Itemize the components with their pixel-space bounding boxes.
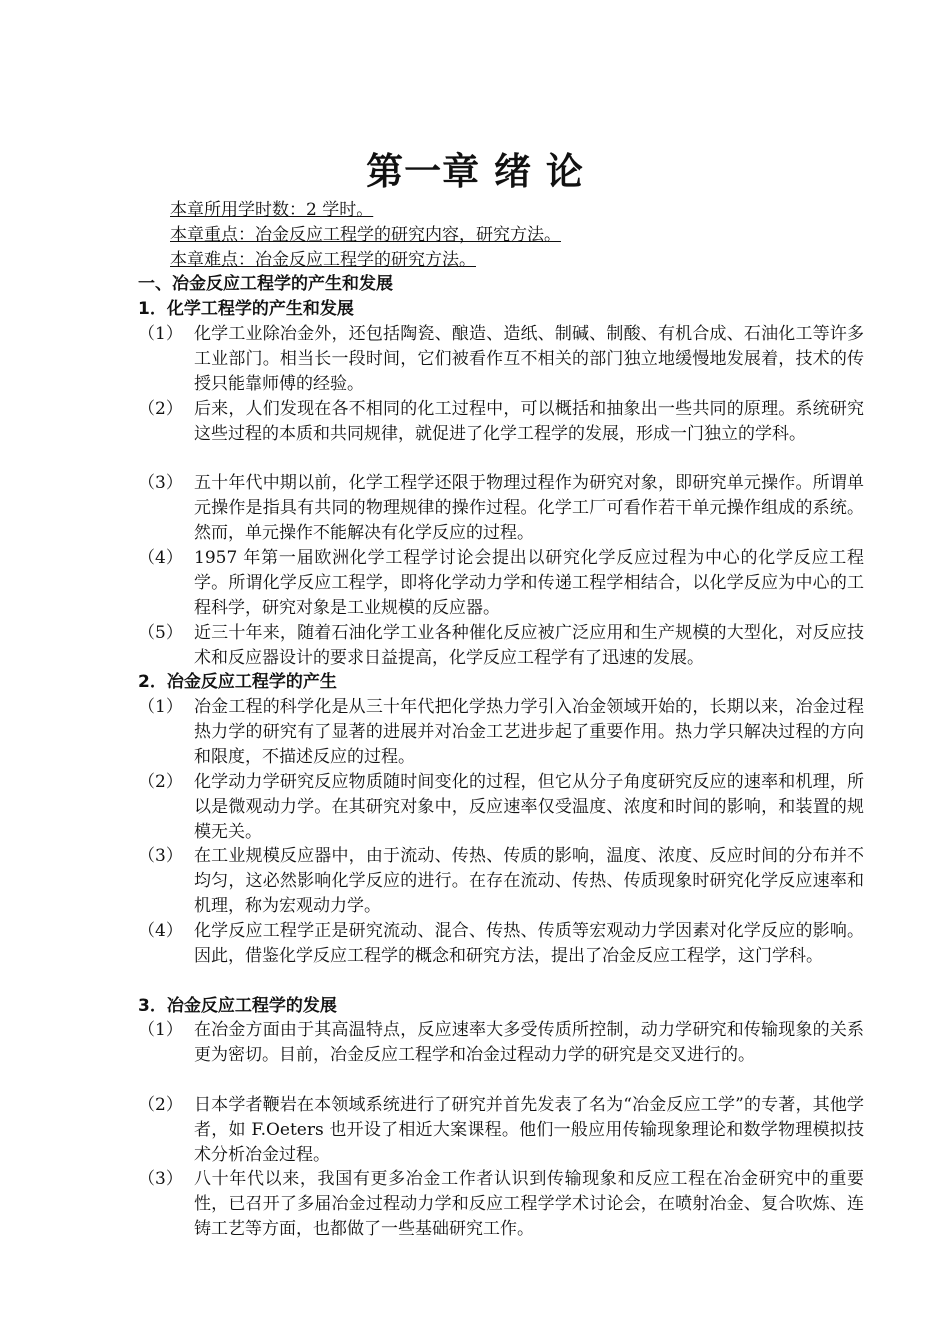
item-text: 后来，人们发现在各不相同的化工过程中，可以概括和抽象出一些共同的原理。系统研究这些过程的本质和共同规律，就促进了化学工程学的发展，形成一门独立的学科。 — [194, 399, 864, 444]
item-text: 在冶金方面由于其高温特点，反应速率大多受传质所控制，动力学研究和传输现象的关系更为密切。目前，冶金反应工程学和冶金过程动力学的研究是交叉进行的。 — [194, 1020, 864, 1065]
item-text: 日本学者鞭岩在本领域系统进行了研究并首先发表了名为“冶金反应工学”的专著，其他学者，如 F.Oeters 也开设了相近大案课程。他们一般应用传输现象理论和数学物理模拟技术分析冶金过程。 — [194, 1095, 864, 1165]
item-text: 八十年代以来，我国有更多冶金工作者认识到传输现象和反应工程在冶金研究中的重要性，已召开了多届冶金过程动力学和反应工程学学术讨论会，在喷射冶金、复合吹炼、连铸工艺等方面，也都做了一些基础研究工作。 — [194, 1169, 864, 1239]
item-number: （2） — [138, 772, 183, 792]
section-heading: 一、冶金反应工程学的产生和发展 — [138, 274, 393, 294]
item-number: （2） — [138, 399, 183, 419]
key-points: 本章重点：冶金反应工程学的研究内容，研究方法。 — [170, 225, 561, 245]
item-number: （3） — [138, 846, 183, 866]
difficulties: 本章难点：冶金反应工程学的研究方法。 — [170, 250, 476, 270]
item-text: 1957 年第一届欧洲化学工程学讨论会提出以研究化学反应过程为中心的化学反应工程学。所谓化学反应工程学，即将化学动力学和传递工程学相结合，以化学反应为中心的工程科学，研究对象是工业规模的反应器。 — [194, 548, 864, 618]
item-number: （1） — [138, 1020, 183, 1040]
item-number: （4） — [138, 548, 183, 568]
item-number: （4） — [138, 921, 183, 941]
item-number: （1） — [138, 324, 183, 344]
item-text: 五十年代中期以前，化学工程学还限于物理过程作为研究对象，即研究单元操作。所谓单元操作是指具有共同的物理规律的操作过程。化学工厂可看作若干单元操作组成的系统。然而，单元操作不能解决有化学反应的过程。 — [194, 473, 864, 543]
subsection-heading-3: 3．冶金反应工程学的发展 — [138, 996, 337, 1016]
item-text: 冶金工程的科学化是从三十年代把化学热力学引入冶金领域开始的，长期以来，冶金过程热力学的研究有了显著的进展并对冶金工艺进步起了重要作用。热力学只解决过程的方向和限度，不描述反应的过程。 — [194, 697, 864, 767]
chapter-title: 第一章 绪 论 — [366, 150, 584, 193]
item-number: （1） — [138, 697, 183, 717]
item-number: （3） — [138, 1169, 183, 1189]
class-hours: 本章所用学时数：2 学时。 — [170, 200, 374, 220]
subsection-heading-2: 2．冶金反应工程学的产生 — [138, 672, 337, 692]
item-text: 近三十年来，随着石油化学工业各种催化反应被广泛应用和生产规模的大型化，对反应技术和反应器设计的要求日益提高，化学反应工程学有了迅速的发展。 — [194, 623, 864, 668]
item-number: （2） — [138, 1095, 183, 1115]
item-text: 化学工业除冶金外，还包括陶瓷、酿造、造纸、制碱、制酸、有机合成、石油化工等许多工业部门。相当长一段时间，它们被看作互不相关的部门独立地缓慢地发展着，技术的传授只能靠师傅的经验。 — [194, 324, 864, 394]
item-number: （3） — [138, 473, 183, 493]
item-text: 在工业规模反应器中，由于流动、传热、传质的影响，温度、浓度、反应时间的分布并不均匀，这必然影响化学反应的进行。在存在流动、传热、传质现象时研究化学反应速率和机理，称为宏观动力学。 — [194, 846, 864, 916]
item-text: 化学反应工程学正是研究流动、混合、传热、传质等宏观动力学因素对化学反应的影响。因此，借鉴化学反应工程学的概念和研究方法，提出了冶金反应工程学，这门学科。 — [194, 921, 864, 966]
subsection-heading-1: 1．化学工程学的产生和发展 — [138, 299, 354, 319]
item-number: （5） — [138, 623, 183, 643]
item-text: 化学动力学研究反应物质随时间变化的过程，但它从分子角度研究反应的速率和机理，所以是微观动力学。在其研究对象中，反应速率仅受温度、浓度和时间的影响，和装置的规模无关。 — [194, 772, 864, 842]
